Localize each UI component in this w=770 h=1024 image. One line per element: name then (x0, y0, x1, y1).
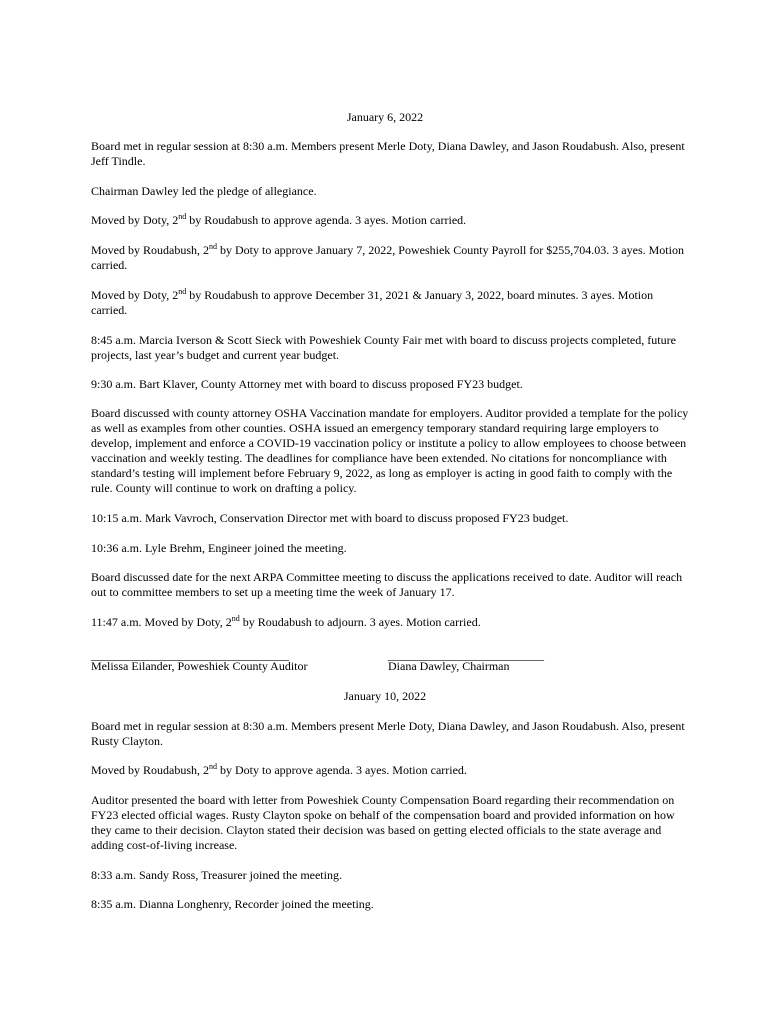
motion-text-end: by Roudabush to approve December 31, 2021 & January 3, 2022, board minutes. 3 ayes. Motion carried. (91, 288, 654, 317)
county-attorney-paragraph: 9:30 a.m. Bart Klaver, County Attorney met with board to discuss proposed FY23 budget. (91, 377, 523, 391)
arpa-committee-paragraph: Board discussed date for the next ARPA Committee meeting to discuss the applications received to date. Auditor will reach out to committee members to set up a meeting time the week of January 17. (91, 570, 683, 599)
pledge-paragraph: Chairman Dawley led the pledge of allegiance. (91, 184, 317, 198)
attendance-paragraph-2: Board met in regular session at 8:30 a.m. Members present Merle Doty, Diana Dawley, and Jason Roudabush. Also, present Rusty Clayton. (91, 719, 685, 748)
recorder-paragraph: 8:35 a.m. Dianna Longhenry, Recorder joined the meeting. (91, 897, 374, 911)
ordinal-suffix: nd (178, 212, 187, 221)
motion-text-start: Moved by Roudabush, 2 (91, 243, 209, 257)
osha-mandate-paragraph: Board discussed with county attorney OSHA Vaccination mandate for employers. Auditor provided a template for the policy as well as examples from other counties. OSHA issued an emergency temporary standard requiring large employers to develop, implement and enforce a COVID-19 vaccination policy or institute a policy to allow employees to choose between vaccination and weekly testing. The deadlines for compliance have been extended. No citations for noncompliance with standard’s testing will implement before February 9, 2022, as long as employer is acting in good faith to comply with the rule. County will continue to work on drafting a policy. (91, 406, 689, 495)
county-fair-paragraph: 8:45 a.m. Marcia Iverson & Scott Sieck with Poweshiek County Fair met with board to discuss projects completed, future projects, last year’s budget and current year budget. (91, 333, 676, 362)
treasurer-paragraph: 8:33 a.m. Sandy Ross, Treasurer joined the meeting. (91, 868, 342, 882)
ordinal-suffix: nd (178, 287, 187, 296)
motion-text-end: by Roudabush to approve agenda. 3 ayes. Motion carried. (186, 213, 467, 227)
minutes-motion-paragraph (91, 288, 691, 318)
motion-text-end: by Doty to approve agenda. 3 ayes. Motion carried. (217, 763, 467, 777)
motion-text-start: 11:47 a.m. Moved by Doty, 2 (91, 615, 232, 629)
compensation-board-paragraph: Auditor presented the board with letter from Poweshiek County Compensation Board regarding their recommendation on FY23 elected official wages. Rusty Clayton spoke on behalf of the compensation board and provided information on how they came to their decision. Clayton stated their decision was based on getting elected officials to the state average and adding cost-of-living increase. (91, 793, 675, 852)
ordinal-suffix: nd (209, 242, 217, 251)
chairman-signature-line: __________________________ (388, 648, 544, 662)
meeting-date-jan-6: January 6, 2022 (346, 110, 424, 124)
conservation-paragraph: 10:15 a.m. Mark Vavroch, Conservation Director met with board to discuss proposed FY23 budget. (91, 511, 569, 525)
auditor-signature-line: _________________________________ (91, 648, 289, 662)
agenda-motion-paragraph-2 (91, 763, 691, 778)
motion-text-end: by Doty to approve January 7, 2022, Poweshiek County Payroll for $255,704.03. 3 ayes. Motion carried. (91, 243, 684, 272)
auditor-signature-name: Melissa Eilander, Poweshiek County Auditor (91, 659, 308, 673)
engineer-paragraph: 10:36 a.m. Lyle Brehm, Engineer joined the meeting. (91, 541, 347, 555)
motion-text-start: Moved by Doty, 2 (91, 213, 179, 227)
motion-text-start: Moved by Doty, 2 (91, 288, 179, 302)
ordinal-suffix: nd (231, 614, 240, 623)
payroll-motion-paragraph (91, 243, 691, 273)
attendance-paragraph: Board met in regular session at 8:30 a.m. Members present Merle Doty, Diana Dawley, and Jason Roudabush. Also, present Jeff Tindle. (91, 139, 685, 168)
meeting-date-jan-10: January 10, 2022 (343, 689, 427, 703)
adjourn-motion-paragraph (91, 615, 691, 630)
chairman-signature-name: Diana Dawley, Chairman (388, 659, 510, 673)
agenda-motion-paragraph (91, 213, 691, 228)
ordinal-suffix: nd (209, 762, 217, 771)
motion-text-end: by Roudabush to adjourn. 3 ayes. Motion carried. (239, 615, 481, 629)
motion-text-start: Moved by Roudabush, 2 (91, 763, 209, 777)
